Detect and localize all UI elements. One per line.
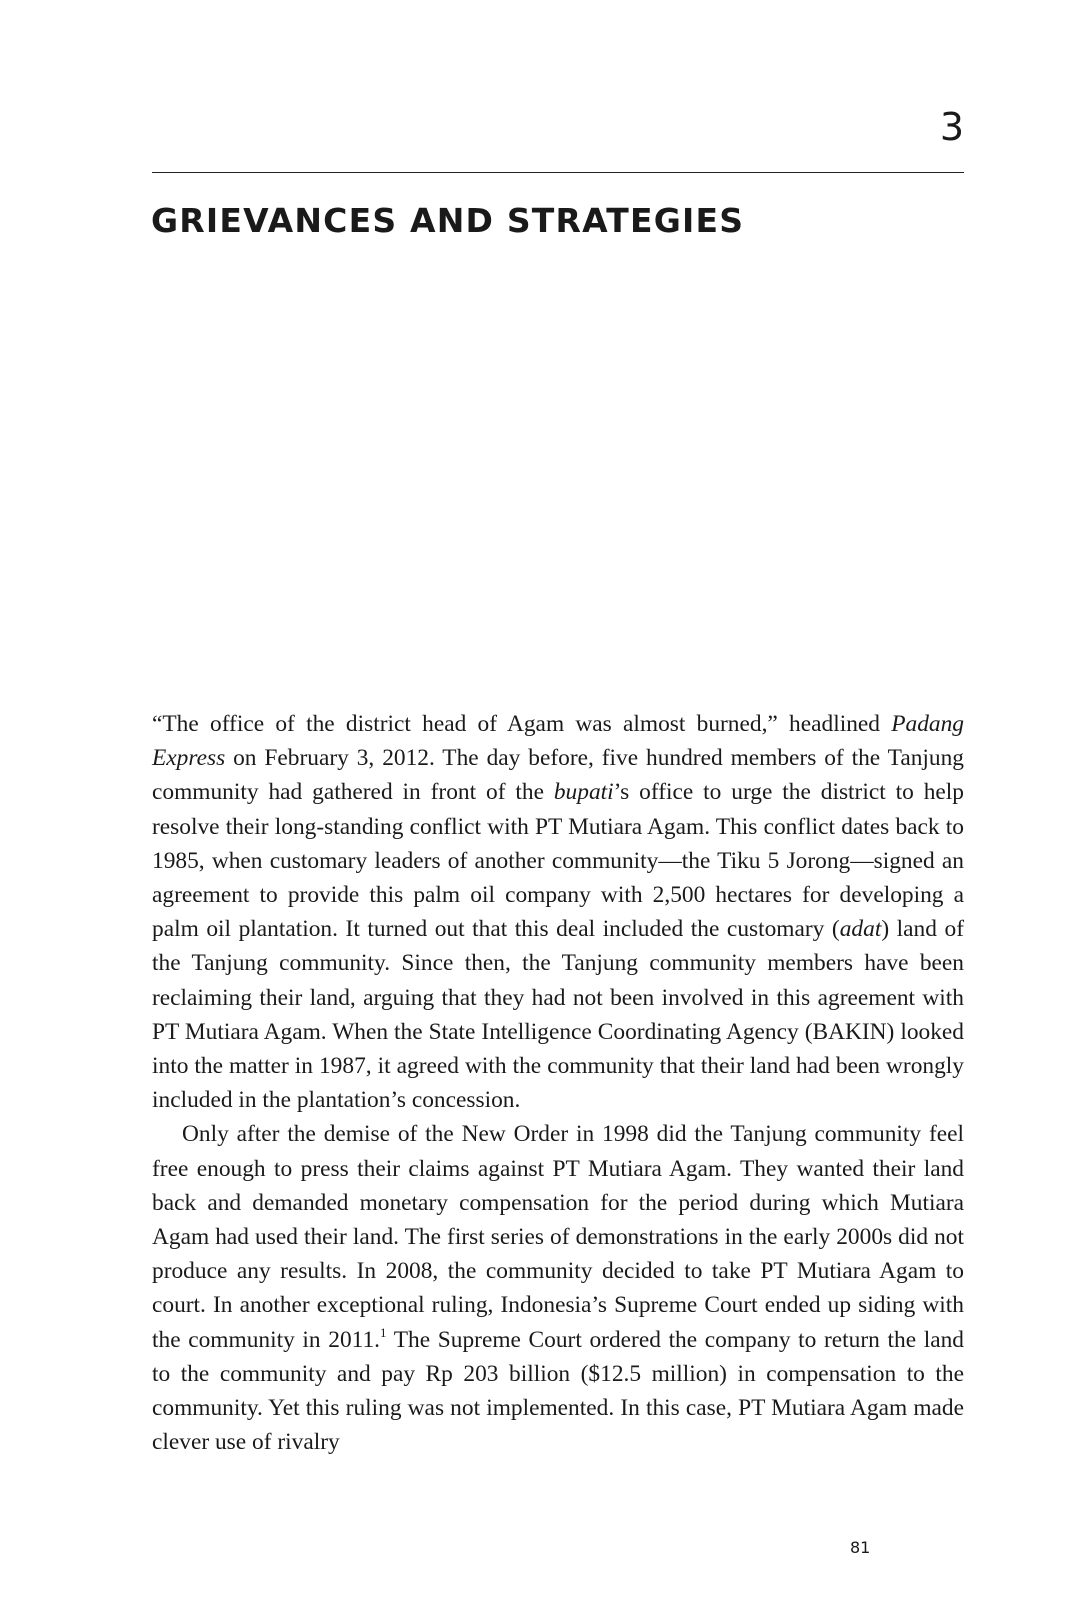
- chapter-rule: [152, 172, 964, 173]
- body-text: [152, 707, 964, 1459]
- paragraph-1: “The office of the district head of Agam was almost burned,” headlined Padang Express on February 3, 2012. The day before, five hundred members of the Tanjung community had gathered in front of the bupati’s office to urge the district to help resolve their long-standing conflict with PT Mutiara Agam. This conflict dates back to 1985, when customary leaders of another community—the Tiku 5 Jorong—signed an agreement to provide this palm oil company with 2,500 hectares for developing a palm oil plantation. It turned out that this deal included the customary (adat) land of the Tanjung community. Since then, the Tanjung community members have been reclaiming their land, arguing that they had not been involved in this agreement with PT Mutiara Agam. When the State Intelligence Coordinating Agency (BAKIN) looked into the matter in 1987, it agreed with the community that their land had been wrongly included in the plantation’s concession.: [152, 711, 965, 1114]
- term-adat: adat: [839, 916, 882, 943]
- chapter-title: GRIEVANCES AND STRATEGIES: [151, 201, 745, 241]
- page-number: 81: [850, 1538, 871, 1557]
- chapter-number: 3: [939, 105, 964, 149]
- paragraph-2: Only after the demise of the New Order in 1998 did the Tanjung community feel free enough to press their claims against PT Mutiara Agam. They wanted their land back and demanded monetary compensation for the period during which Mutiara Agam had used their land. The first series of demonstrations in the early 2000s did not produce any results. In 2008, the community decided to take PT Mutiara Agam to court. In another exceptional ruling, Indonesia’s Supreme Court ended up siding with the community in 2011.$^1$ The Supreme Court ordered the company to return the land to the community and pay Rp 203 billion ($12.5 million) in compensation to the community. Yet this ruling was not implemented. In this case, PT Mutiara Agam made clever use of rivalry: [152, 1121, 965, 1456]
- publication-name: Padang Express: [152, 711, 964, 772]
- footnote-marker[interactable]: 1: [380, 1324, 387, 1340]
- term-bupati: bupati: [553, 779, 614, 806]
